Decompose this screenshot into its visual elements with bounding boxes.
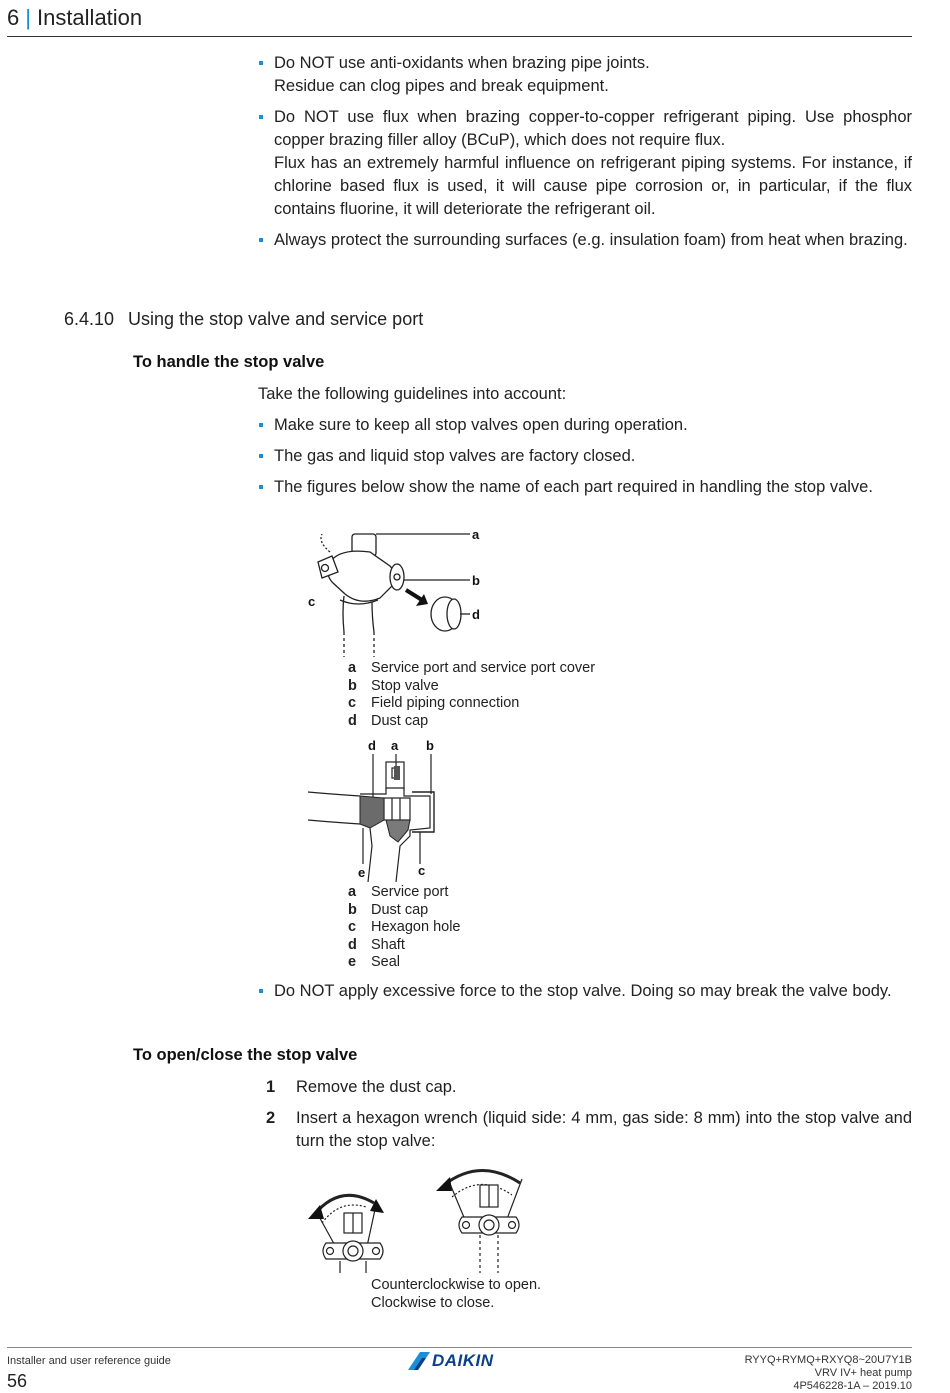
legend-text: Seal	[371, 954, 401, 971]
step-number: 2	[266, 1109, 276, 1127]
legend-row	[348, 678, 595, 696]
subheading-handle: To handle the stop valve	[133, 353, 325, 371]
legend-key: c	[348, 695, 357, 712]
intro-text: Take the following guidelines into account:	[258, 385, 567, 403]
legend-text: Dust cap	[371, 901, 429, 918]
header-separator: |	[25, 5, 31, 30]
bullet-line: Residue can clog pipes and break equipment.	[274, 77, 609, 95]
step-item	[266, 1107, 912, 1153]
figure-stop-valve-section	[300, 736, 450, 882]
handle-last-bullet-list	[258, 980, 912, 1003]
chapter-title: Installation	[36, 5, 143, 30]
callout-a: a	[472, 527, 480, 542]
step-number: 1	[266, 1078, 276, 1096]
subheading-open-close: To open/close the stop valve	[133, 1046, 358, 1064]
callout-c: c	[308, 594, 316, 609]
legend-text: Dust cap	[371, 712, 429, 729]
callout-d: d	[472, 607, 480, 622]
callout-a: a	[391, 738, 399, 753]
step-item	[266, 1076, 912, 1099]
callout-c: c	[418, 863, 426, 878]
daikin-logo	[408, 1351, 494, 1371]
header-rule	[7, 36, 912, 37]
callout-b: b	[426, 738, 434, 753]
legend-text: Shaft	[371, 936, 405, 953]
step-text: Insert a hexagon wrench (liquid side: 4 mm, gas side: 8 mm) into the stop valve and turn the stop valve:	[296, 1109, 912, 1150]
legend-text: Field piping connection	[371, 695, 520, 712]
legend-row	[348, 695, 595, 713]
top-bullet-list	[258, 52, 912, 252]
page-header	[7, 5, 142, 31]
legend-row	[348, 884, 461, 902]
legend-text: Hexagon hole	[371, 919, 461, 936]
legend-key: b	[348, 677, 357, 694]
bullet-item	[258, 229, 912, 252]
legend-text: Service port and service port cover	[371, 660, 596, 676]
bullet-item: The gas and liquid stop valves are factory closed.	[258, 445, 912, 468]
figure2-legend	[348, 884, 461, 972]
wrench-caption	[371, 1277, 541, 1312]
figure-stop-valve-parts	[300, 522, 500, 657]
footer-right	[745, 1354, 912, 1393]
bullet-line: Always protect the surrounding surfaces (e.g. insulation foam) from heat when brazing.	[274, 231, 908, 249]
legend-text: Service port	[371, 884, 449, 900]
legend-row	[348, 937, 461, 955]
daikin-logo-icon	[408, 1352, 430, 1370]
bullet-item: Do NOT apply excessive force to the stop valve. Doing so may break the valve body.	[258, 980, 912, 1003]
footer-product: VRV IV+ heat pump	[814, 1367, 912, 1379]
footer-guide: Installer and user reference guide	[7, 1355, 171, 1367]
legend-row	[348, 954, 461, 972]
callout-e: e	[358, 865, 366, 880]
callout-b: b	[472, 573, 480, 588]
figure1-legend	[348, 660, 595, 730]
steps-list	[266, 1076, 912, 1153]
legend-key: a	[348, 660, 357, 676]
legend-row	[348, 713, 595, 731]
section-title	[64, 309, 423, 330]
page-number: 56	[7, 1371, 28, 1391]
figure-wrench-turning	[300, 1155, 540, 1275]
bullet-line: Do NOT use anti-oxidants when brazing pipe joints.	[274, 54, 650, 72]
legend-row	[348, 902, 461, 920]
section-number: 6.4.10	[64, 309, 115, 329]
caption-line: Clockwise to close.	[371, 1294, 495, 1311]
bullet-item	[258, 106, 912, 221]
callout-d: d	[368, 738, 376, 753]
caption-line: Counterclockwise to open.	[371, 1277, 542, 1293]
step-text: Remove the dust cap.	[296, 1078, 457, 1096]
section-title-text: Using the stop valve and service port	[128, 309, 424, 329]
handle-body	[258, 383, 912, 499]
bullet-item: The figures below show the name of each part required in handling the stop valve.	[258, 476, 912, 499]
legend-key: c	[348, 919, 357, 936]
legend-key: b	[348, 901, 357, 918]
footer-model: RYYQ+RYMQ+RXYQ8~20U7Y1B	[744, 1354, 912, 1366]
bullet-line: Do NOT use flux when brazing copper-to-copper refrigerant piping. Use phosphor copper brazing filler alloy (BCuP), which does not require flux.	[274, 108, 912, 149]
chapter-number: 6	[7, 5, 20, 30]
bullet-line: Flux has an extremely harmful influence on refrigerant piping systems. For instance, if chlorine based flux is used, it will cause pipe corrosion or, in particular, if the flux contains fluorine, it will deteriorate the refrigerant oil.	[274, 154, 912, 218]
legend-key: d	[348, 936, 357, 953]
footer-rule	[7, 1347, 912, 1348]
legend-key: e	[348, 954, 357, 971]
legend-key: a	[348, 884, 357, 900]
bullet-item	[258, 52, 912, 98]
footer-doc: 4P546228-1A – 2019.10	[793, 1380, 912, 1392]
bullet-item: Make sure to keep all stop valves open during operation.	[258, 414, 912, 437]
daikin-logo-text: DAIKIN	[432, 1351, 494, 1370]
legend-row	[348, 660, 595, 678]
legend-row	[348, 919, 461, 937]
legend-key: d	[348, 712, 357, 729]
legend-text: Stop valve	[371, 677, 439, 694]
